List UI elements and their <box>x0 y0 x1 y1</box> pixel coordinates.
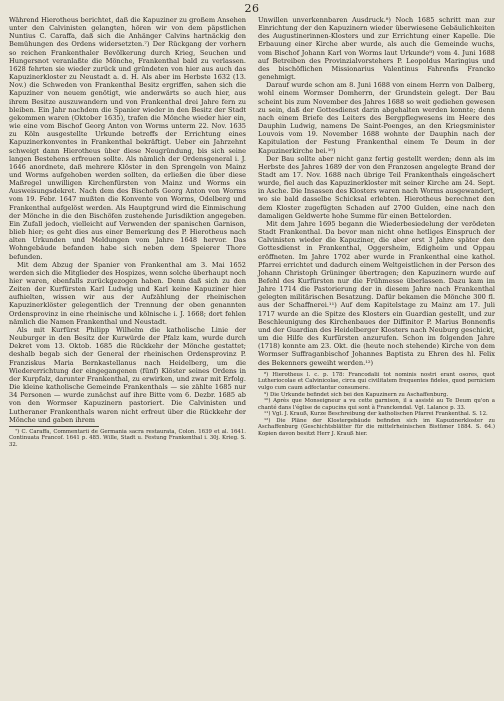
paragraph: Darauf wurde schon am 8. Juni 1688 von einem Herrn von Dalberg, wohl einem Wormser Domherrn, der Grundstein gelegt. Der Bau scheint bis zum November des Jahres 1688 so weit gediehen gewesen zu sein, daß der Gottesdienst darin abgehalten werden konnte; denn nach einem Briefe des Leiters des Bergpflegwesens im Heere des Dauphin Ludwig, namens De Saint-Poenges, an den Kriegsminister Louvois vom 19. November 1688 wohnte der Dauphin nach der Kapitulation der Festung Frankenthal einem Te Deum in der Kapuzinerkirche bei.¹⁰) <box>258 81 495 155</box>
right-body-text <box>258 16 495 367</box>
left-footnote <box>9 429 246 449</box>
left-body-text <box>9 16 246 424</box>
paragraph: Der Bau sollte aber nicht ganz fertig gestellt werden; denn als im Herbste des Jahres 1689 der von den Franzosen angelegte Brand der Stadt am 17. Nov. 1688 nach übrige Teil Frankenthals eingeäschert wurde, fiel auch das Kapuzinerkloster mit seiner Kirche am 24. Sept. in Asche. Die Insassen des Klosters waren nach Worms ausgewandert, wo sie bald dasselbe Schicksal erlebten. Hierotheus berechnet den dem Kloster zugefügten Schaden auf 2700 Gulden, eine nach den damaligen Geldwerte hohe Summe für einen Bettelorden. <box>258 154 495 220</box>
footnote-10: ¹⁰) Après que Monseigneur a vu cette garnison, il a assisté au Te Deum qu'on a chanté dans l'église de capucins qui sont à Franckendal. Vgl. Lalance p. 33. <box>258 398 495 411</box>
footnote-12: ¹²) Die Pläne der Klostergebäude befinden sich im Kapuzinerkloster zu Aschaffenburg (Geschichtsblätter für die mittelrheinischen Bistümer 1884. S. 64.) Kopien davon besitzt Herr J. Krauß hier. <box>258 417 495 438</box>
footnote-8: ⁸) Hierotheus l. c. p. 178: Francodalii tot nominis nostri erant osores, quot Lutheriocolae et Calvinicolae, circa qui civilitatem frequentes fideles, quod perniciem vulgo cum caum adfectantur consumere. <box>258 371 495 391</box>
footnote-11: ¹¹) Vgl. J. Krauß, Kurze Beschreibung der katholischen Pfarrei Frankenthal. S. 12. <box>264 411 488 418</box>
paragraph: Unwillen unverkennbaren Ausdruck.⁸) Noch 1685 schritt man zur Einrichtung der den Kapuzinern wieder überwiesene Gebäulichkeiten des Augustinerinnen-Klosters und zur Errichtung einer Kapelle. Die Erbauung einer Kirche aber wurde, als auch die Gemeinde wuchs, vom Bischof Johann Karl von Worms laut Urkunde⁹) vom 4. Juni 1688 auf Betreiben des Provinzialvorstehers P. Leopoldus Maringius und des bischöflichen Missionarius Valentinus Fahrenfis Francko genehmigt. <box>258 16 495 82</box>
footnote-divider <box>9 426 99 427</box>
page-number: 26 <box>244 2 260 15</box>
footnote-9: ⁹) Die Urkunde befindet sich bei den Kapuzinern zu Aschaffenburg. <box>264 391 449 398</box>
paragraph: Mit dem Abzug der Spanier von Frankenthal am 3. Mai 1652 werden sich die Mitglieder des Hospizes, wenn solche überhaupt noch hier waren, ebenfalls zurückgezogen haben. Denn daß sich zu den Zeiten der Kurfürsten Karl Ludwig und Karl keine Kapuziner hier aufhielten, wissen wir aus der Aufzählung der rheinischen Kapuzinerklöster gelegentlich der Trennung der oben genannten Ordensprovinz in eine rheinische und kölnische i. J. 1668; dort fehlen nämlich die Namen Frankenthal und Neustadt. <box>9 260 246 326</box>
paragraph: Als mit Kurfürst Philipp Wilhelm die katholische Linie der Neuburger in den Besitz der Kurwürde der Pfalz kam, wurde durch Dekret vom 13. Oktob. 1685 die Rückkehr der Mönche gestattet; deshalb begab sich der General der rheinischen Ordensprovinz P. Franziskus Maria Bernkastellanus nach Heidelberg, um die Wiedererrichtung der eingegangenen (fünf) Klöster seines Ordens in der Kurpfalz, darunter Frankenthal, zu erwirken, und zwar mit Erfolg. Die kleine katholische Gemeinde Frankenthals — sie zählte 1685 nur 34 Personen — wurde zunächst auf ihre Bitte vom 6. Dezbr. 1685 ab von den Wormser Kapuzinern pastoriert. Die Calvinisten und Lutheraner Frankenthals waren nicht erfreut über die Rückkehr der Mönche und gaben ihrem <box>9 325 246 424</box>
footnote-7: ⁷) C. Caraffa, Commentarii de Germania sacra restaurata, Colon. 1639 et al. 1641. Continuata Francof. 1641 p. 485. Wille, Stadt u. Festung Frankenthal i. 30j. Krieg. S. 32. <box>9 428 246 448</box>
left-column <box>9 16 246 449</box>
paragraph: Während Hierotheus berichtet, daß die Kapuziner zu großem Ansehen unter den Calvinisten gelangten, hören wir von dem päpstlichen Nuntius C. Caraffa, daß sich die Anhänger Calvins hartnäckig den Bemühungen des Ordens widersetzten.⁷) Der Rückgang der vorhern so reichen Frankenthaler Bevölkerung durch Krieg, Seuchen und Hungersnot veranlaßte die Mönche, Frankenthal bald zu verlassen. 1628 fehrten sie wieder zurück und gründeten von hier aus auch das Kapuzinerkloster zu Neustadt a. d. H. Als aber im Herbste 1632 (13. Nov.) die Schweden von Frankenthal Besitz ergriffen, sahen sich die Kapuziner von neuem genötigt, wie anderwärts so auch hier, aus ihrem Besitze auszuwandern und von Frankenthal drei Jahre fern zu bleiben. Ein Jahr nachdem die Spanier wieder in den Besitz der Stadt gekommen waren (Oktober 1635), trafen die Mönche wieder hier ein, wie eine vom Bischof Georg Anton von Worms unterm 22. Nov. 1635 zu Köln ausgestellte Urkunde betreffs der Errichtung eines Kapuzinerkonventes in Frankenthal bekräftigt. Ueber ein Jahrzehnt schweigt dann Hierotheus über diese Neugründung, bis sich seine langen Bestehens erfreuen sollte. Als nämlich der Ordensgeneral i. J. 1646 anordnete, daß mehrere Klöster in den Sprengeln von Mainz und Worms aufgehoben werden sollten, da erließen die über diese Maßregel unwilligen Kirchenfürsten von Mainz und Worms ein Ausweisungsdekret. Nach dem des Bischofs Georg Anton von Worms vom 19. Febr. 1647 mußten die Konvente von Worms, Odelberg und Frankenthal aufgelöst werden. Als Hauptgrund wird die Einmischung der Mönche in die den Bischöfen zustehende Jurisdiktion angegeben. Ein Zufall jedoch, vielleicht auf Verwenden der spanischen Garnison, blieb hier; es geht dies aus einer Bemerkung des P. Hierotheus nach alten Urkunden und Meldungen vom Jahre 1648 hervor. Das Wohngebäude befanden habe sich neben dem Speierer Thore befunden. <box>9 16 246 261</box>
right-footnotes <box>258 372 495 438</box>
paragraph: Mit dem Jahre 1695 begann die Wiederbesiedelung der verödeten Stadt Frankenthal. Da bevor man nicht ohne hetliges Einspruch der Calvinisten wieder die Kapuziner, die aber erst 3 Jahre später den Gottesdienst in Frankenthal, Oggersheim, Edigheim und Oppau eröffneten. Im Jahre 1702 aber wurde in Frankenthal eine kathol. Pfarrei errichtet und dadurch einem Weltgeistlichen in der Person des Johann Christoph Grüninger übertragen; den Kapuzinern wurde auf Befehl des Kurfürsten nur die Frühmesse überlassen. Dazu kam im Jahre 1714 die Pastorierung der in diesem Jahre nach Frankenthal gelegten militärischen Besatzung. Dafür bekamen die Mönche 300 fl. aus der Schaffnerei.¹¹) Auf dem Kapitelstage zu Mainz am 17. Juli 1717 wurde an die Spitze des Klosters ein Guardian gestellt, und zur Beschleunigung des Kirchenbaues der Diffinitor P. Marius Bonnenfis und der Guardian des Heidelberger Klosters nach Neuburg geschickt, um die Hilfe des Kurfürsten anzurufen. Schon im folgenden Jahre (1718) konnte am 23. Okt. die (heute noch stehende) Kirche von dem Wormser Suffraganbischof Johannes Baptista zu Ehren des hl. Felix des Bekenners geweiht werden.¹²) <box>258 219 495 367</box>
footnote-divider <box>258 369 348 370</box>
right-column <box>258 16 495 438</box>
